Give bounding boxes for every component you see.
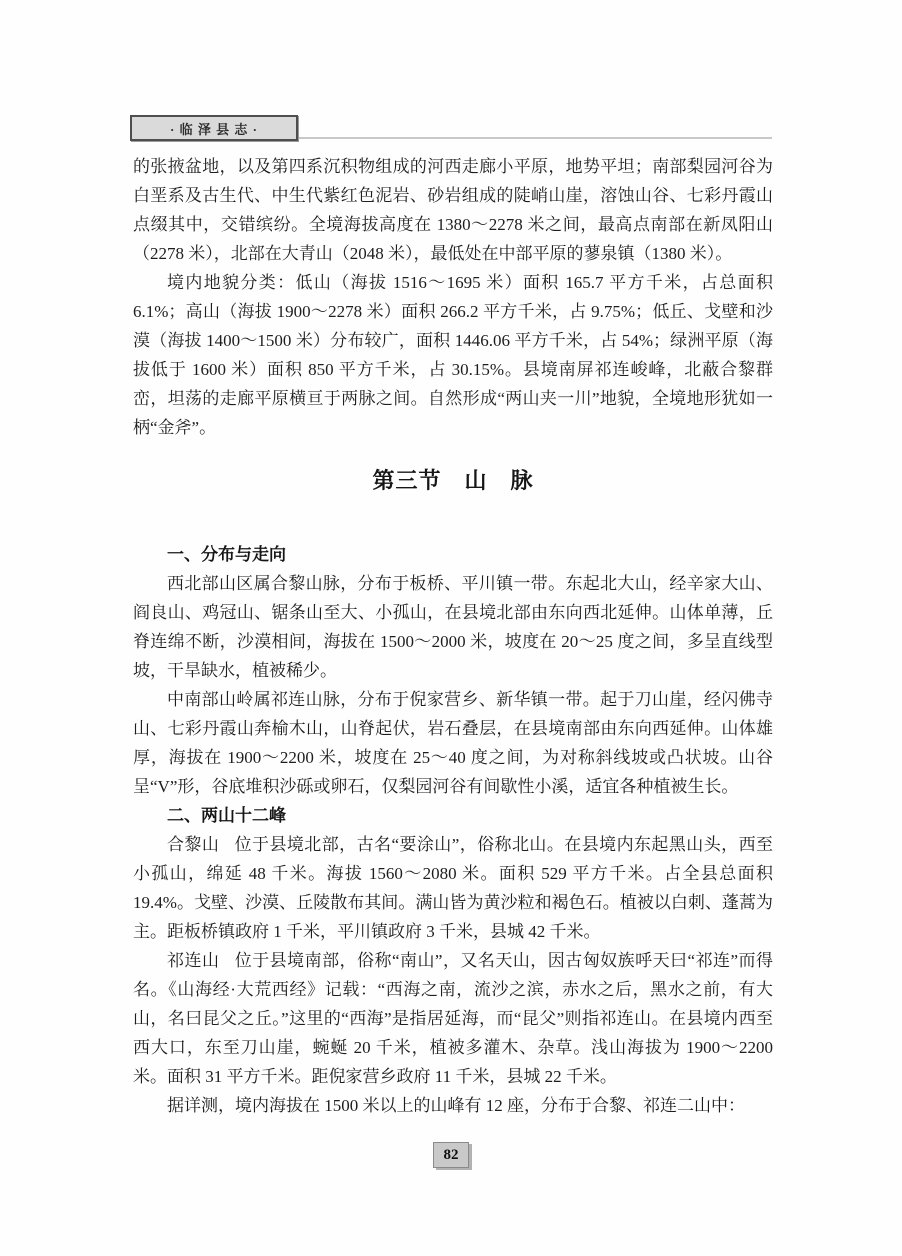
paragraph-peaks-survey-intro: 据详测，境内海拔在 1500 米以上的山峰有 12 座，分布于合黎、祁连二山中：: [167, 1096, 745, 1115]
book-title: · 临 泽 县 志 ·: [170, 121, 258, 137]
term-heli-mountain: 合黎山: [167, 835, 220, 854]
qilian-mountain-description: 位于县境南部，俗称“南山”，又名天山，因古匈奴族呼天曰“祁连”而得名。《山海经·大荒西经》记载：“西海之南，流沙之滨，赤水之后，黑水之前，有大山，名曰昆父之丘。”这里的“西海”是指居延海，而“昆父”则指祁连山。在县境内西至西大口，东至刀山崖，蜿蜒 20 千米，植被多灌木、杂草。浅山海拔为 1900～2200 米。面积 31 平方千米。距倪家营乡政府 11 千米，县城 22 千米。: [133, 951, 773, 1086]
page-number-box: [433, 1142, 469, 1168]
paragraph-northwest-mountains: 西北部山区属合黎山脉，分布于板桥、平川镇一带。东起北大山，经辛家大山、阎良山、鸡冠山、锯条山至大、小孤山，在县境北部由东向西北延伸。山体单薄，丘脊连绵不断，沙漠相间，海拔在 1500～2000 米，坡度在 20～25 度之间，多呈直线型坡，干旱缺水，植被稀少。: [133, 574, 773, 680]
page-content: [133, 152, 773, 1120]
book-title-box: [130, 115, 298, 141]
paragraph-heli-mountain: [133, 830, 773, 946]
paragraph-geology-continuation: 的张掖盆地，以及第四系沉积物组成的河西走廊小平原，地势平坦；南部梨园河谷为白垩系及古生代、中生代紫红色泥岩、砂岩组成的陡峭山崖，溶蚀山谷、七彩丹霞山点缀其中，交错缤纷。全境海拔高度在 1380～2278 米之间，最高点南部在新凤阳山（2278 米），北部在大青山（2048 米），最低处在中部平原的蓼泉镇（1380 米）。: [133, 157, 773, 263]
subheading-twelve-peaks: 二、两山十二峰: [167, 806, 286, 825]
paragraph-qilian-mountain: [133, 946, 773, 1091]
subheading-distribution: 一、分布与走向: [167, 545, 286, 564]
section-heading: 第三节 山 脉: [372, 468, 534, 493]
paragraph-landform-classification: 境内地貌分类：低山（海拔 1516～1695 米）面积 165.7 平方千米，占总面积 6.1%；高山（海拔 1900～2278 米）面积 266.2 平方千米，占 9.75%；低丘、戈壁和沙漠（海拔 1400～1500 米）分布较广，面积 1446.06 平方千米，占 54%；绿洲平原（海拔低于 1600 米）面积 850 平方千米，占 30.15%。县境南屏祁连峻峰，北蔽合黎群峦，坦荡的走廊平原横亘于两脉之间。自然形成“两山夹一川”地貌，全境地形犹如一柄“金斧”。: [133, 273, 773, 437]
heli-mountain-description: 位于县境北部，古名“要涂山”，俗称北山。在县境内东起黑山头，西至小孤山，绵延 48 千米。海拔 1560～2080 米。面积 529 平方千米。占全县总面积 19.4%。戈壁、沙漠、丘陵散布其间。满山皆为黄沙粒和褐色石。植被以白刺、蓬蒿为主。距板桥镇政府 1 千米，平川镇政府 3 千米，县城 42 千米。: [133, 835, 774, 941]
paragraph-south-central-mountains: 中南部山岭属祁连山脉，分布于倪家营乡、新华镇一带。起于刀山崖，经闪佛寺山、七彩丹霞山奔榆木山，山脊起伏，岩石叠层，在县境南部由东向西延伸。山体雄厚，海拔在 1900～2200 米，坡度在 25～40 度之间，为对称斜线坡或凸状坡。山谷呈“V”形，谷底堆积沙砾或卵石，仅梨园河谷有间歇性小溪，适宜各种植被生长。: [133, 690, 773, 796]
page-number: 82: [443, 1146, 459, 1163]
term-qilian-mountain: 祁连山: [167, 951, 220, 970]
